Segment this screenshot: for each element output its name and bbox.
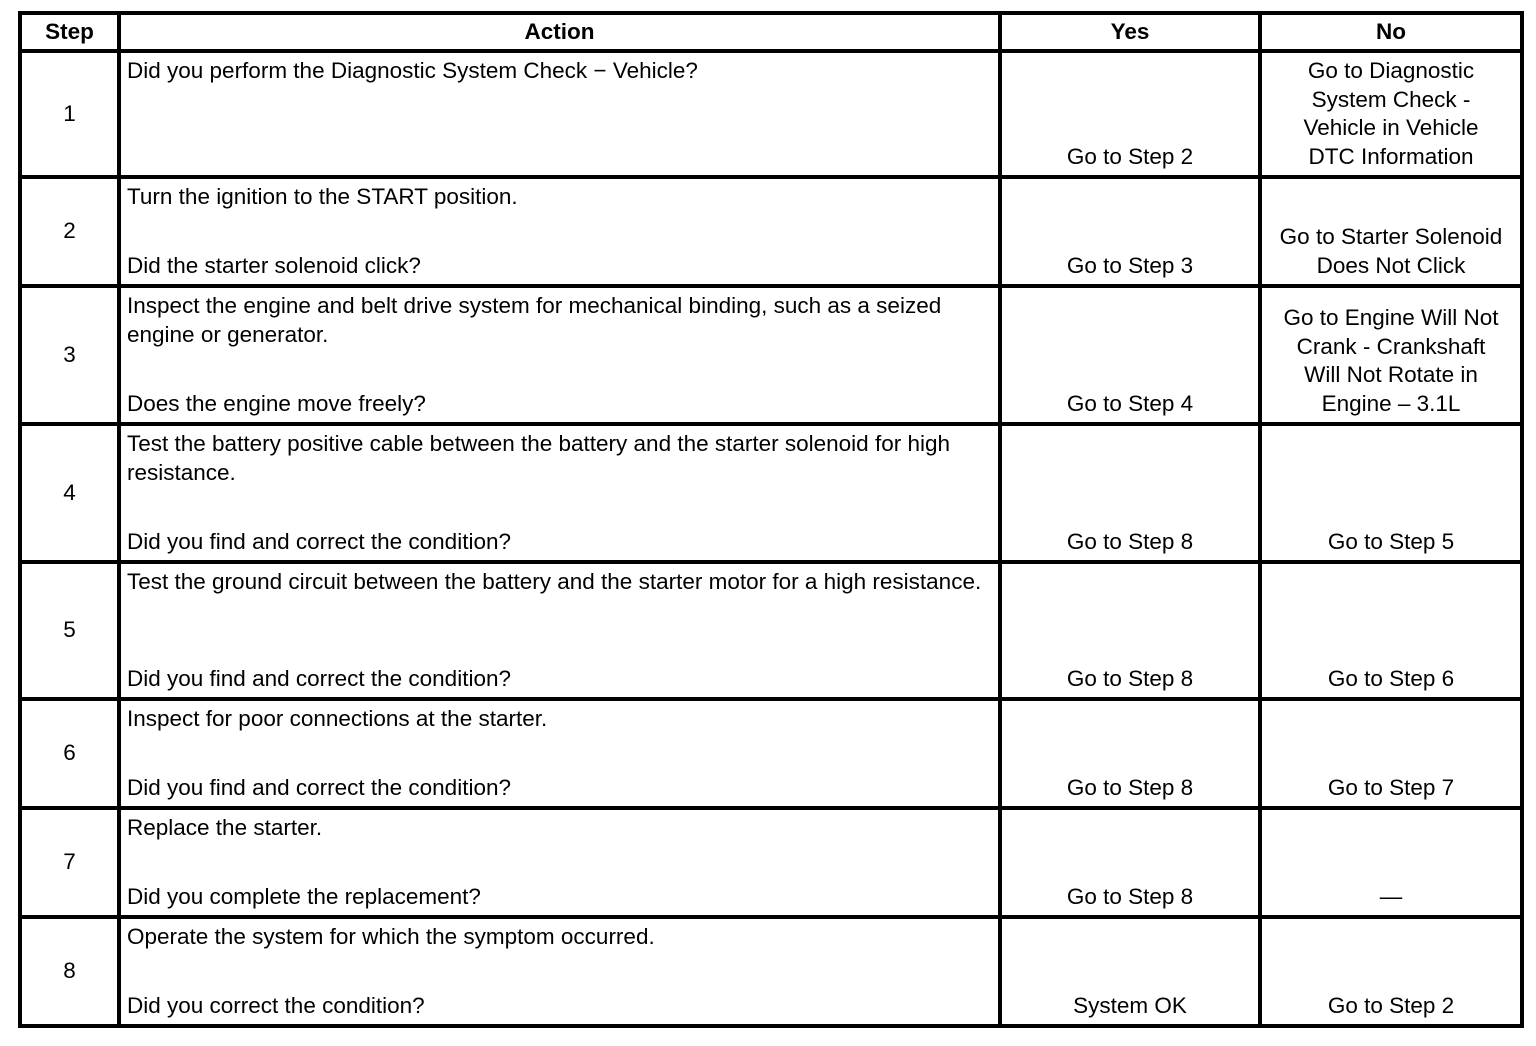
yes-outcome: Go to Step 8 [1066, 665, 1194, 691]
action-question: Did you complete the replacement? [127, 883, 481, 909]
action-cell [119, 424, 1000, 562]
action-question: Did you correct the condition? [127, 992, 425, 1018]
yes-outcome: Go to Step 3 [1066, 252, 1194, 278]
yes-cell [1000, 917, 1260, 1026]
yes-cell [1000, 424, 1260, 562]
no-outcome: — [1379, 883, 1403, 909]
action-cell [119, 51, 1000, 177]
step-number: 8 [20, 917, 119, 1026]
yes-outcome: Go to Step 8 [1066, 774, 1194, 800]
action-instruction: Inspect for poor connections at the starter. [127, 706, 548, 731]
diagnostic-table [18, 11, 1524, 1028]
no-cell [1260, 177, 1522, 286]
step-number: 1 [20, 51, 119, 177]
action-instruction: Did you perform the Diagnostic System Check − Vehicle? [127, 58, 698, 83]
yes-outcome: Go to Step 8 [1066, 528, 1194, 554]
yes-cell [1000, 808, 1260, 917]
no-outcome: Go to Diagnostic System Check - Vehicle in Vehicle DTC Information [1303, 58, 1479, 169]
table-row [20, 699, 1522, 808]
action-cell [119, 699, 1000, 808]
action-question: Does the engine move freely? [127, 390, 426, 416]
header-row [20, 13, 1522, 51]
action-cell [119, 562, 1000, 699]
action-instruction: Inspect the engine and belt drive system for mechanical binding, such as a seized engine or generator. [127, 293, 942, 347]
table-row [20, 51, 1522, 177]
yes-cell [1000, 177, 1260, 286]
action-cell [119, 917, 1000, 1026]
step-number: 3 [20, 286, 119, 424]
step-number: 5 [20, 562, 119, 699]
action-cell [119, 286, 1000, 424]
no-cell [1260, 286, 1522, 424]
no-cell [1260, 808, 1522, 917]
no-cell [1260, 562, 1522, 699]
table-row [20, 286, 1522, 424]
no-cell [1260, 51, 1522, 177]
header-no: No [1260, 13, 1522, 51]
yes-cell [1000, 286, 1260, 424]
header-action: Action [119, 13, 1000, 51]
no-outcome: Go to Step 6 [1327, 665, 1455, 691]
yes-cell [1000, 699, 1260, 808]
yes-outcome: Go to Step 8 [1066, 883, 1194, 909]
no-outcome: Go to Engine Will Not Crank - Crankshaft Will Not Rotate in Engine – 3.1L [1283, 305, 1499, 416]
table-row [20, 808, 1522, 917]
no-outcome: Go to Step 2 [1327, 992, 1455, 1018]
action-cell [119, 177, 1000, 286]
table-row [20, 917, 1522, 1026]
step-number: 7 [20, 808, 119, 917]
action-instruction: Operate the system for which the symptom occurred. [127, 924, 655, 949]
table-row [20, 424, 1522, 562]
action-question: Did the starter solenoid click? [127, 252, 421, 278]
yes-cell [1000, 51, 1260, 177]
action-instruction: Test the battery positive cable between the battery and the starter solenoid for high resistance. [127, 431, 950, 485]
step-number: 4 [20, 424, 119, 562]
yes-cell [1000, 562, 1260, 699]
no-outcome: Go to Step 5 [1327, 528, 1455, 554]
no-outcome: Go to Starter Solenoid Does Not Click [1279, 224, 1503, 278]
no-outcome: Go to Step 7 [1327, 774, 1455, 800]
yes-outcome: Go to Step 2 [1066, 143, 1194, 169]
action-instruction: Test the ground circuit between the battery and the starter motor for a high resistance. [127, 569, 982, 594]
action-instruction: Replace the starter. [127, 815, 323, 840]
header-yes: Yes [1000, 13, 1260, 51]
action-question: Did you find and correct the condition? [127, 774, 511, 800]
step-number: 2 [20, 177, 119, 286]
action-cell [119, 808, 1000, 917]
no-cell [1260, 424, 1522, 562]
no-cell [1260, 699, 1522, 808]
no-cell [1260, 917, 1522, 1026]
action-question: Did you find and correct the condition? [127, 528, 511, 554]
yes-outcome: System OK [1073, 992, 1187, 1018]
action-question: Did you find and correct the condition? [127, 665, 511, 691]
step-number: 6 [20, 699, 119, 808]
header-step: Step [20, 13, 119, 51]
action-instruction: Turn the ignition to the START position. [127, 184, 518, 209]
table-row [20, 562, 1522, 699]
yes-outcome: Go to Step 4 [1066, 390, 1194, 416]
table-row [20, 177, 1522, 286]
